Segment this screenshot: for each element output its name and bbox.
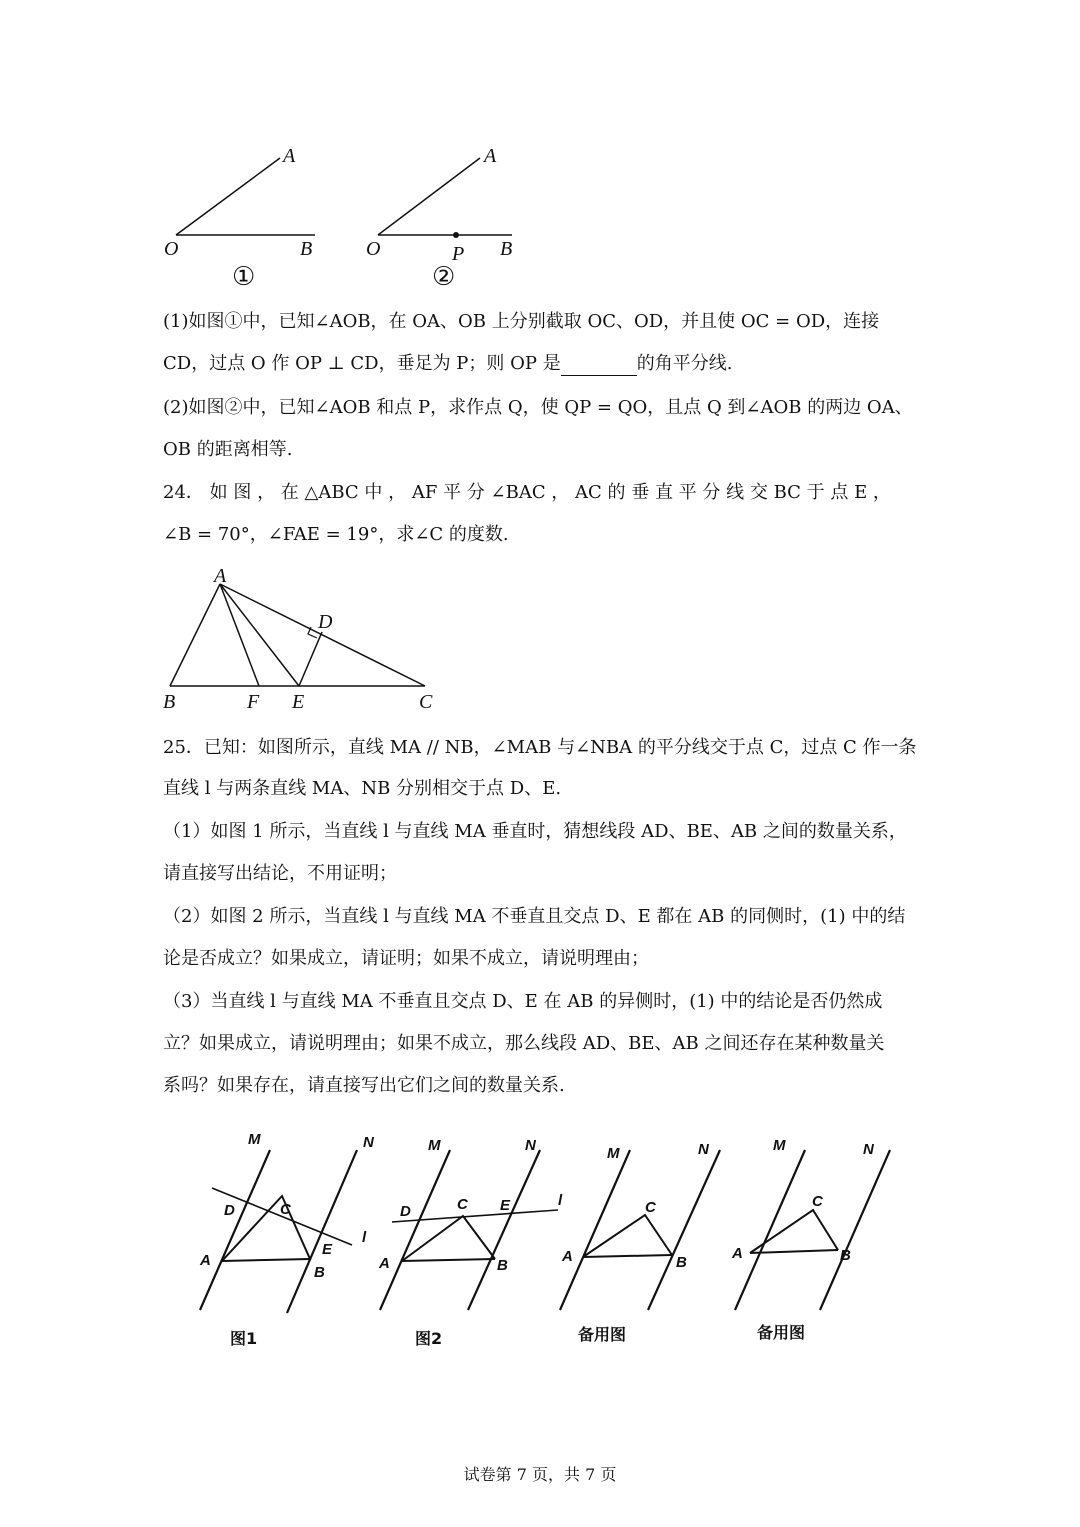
q24-line-1: 24． 如 图 ， 在 △ABC 中 ， AF 平 分 ∠BAC ， AC 的 垂 直 平 分 线 交 BC 于 点 E ，: [163, 482, 891, 503]
label-d: D: [224, 1202, 235, 1219]
q23-line-3: (2)如图②中，已知∠AOB 和点 P，求作点 Q，使 QP = QO，且点 Q 到∠AOB 的两边 OA、: [163, 397, 913, 418]
q25-line-6: 论是否成立？如果成立，请证明；如果不成立，请说明理由；: [163, 948, 649, 969]
q23-line-4: OB 的距离相等.: [163, 439, 293, 460]
figure-1: [164, 145, 315, 292]
label-b: B: [676, 1254, 687, 1271]
figure-q25-spare-1: [560, 1141, 720, 1344]
page-footer: 试卷第 7 页，共 7 页: [463, 1465, 617, 1484]
q25-line-9: 系吗？如果存在，请直接写出它们之间的数量关系.: [163, 1075, 565, 1096]
label-l: l: [558, 1192, 563, 1209]
caption-fig1: 图1: [230, 1329, 258, 1348]
label-a: A: [732, 1245, 743, 1262]
label-f: F: [247, 691, 260, 713]
point-p: [453, 232, 459, 238]
label-m: M: [607, 1145, 620, 1162]
figure-q25-1: [199, 1131, 375, 1348]
label-n: N: [863, 1141, 874, 1158]
label-d: D: [318, 611, 333, 633]
label-o: O: [164, 238, 179, 260]
label-b: B: [314, 1264, 325, 1281]
label-a: A: [484, 145, 497, 167]
q25-line-3: （1）如图 1 所示，当直线 l 与直线 MA 垂直时，猜想线段 AD、BE、AB 之间的数量关系，: [163, 821, 907, 842]
figure-2: [366, 145, 512, 292]
label-n: N: [363, 1134, 374, 1151]
label-n: N: [525, 1137, 536, 1154]
label-l: l: [362, 1229, 367, 1246]
label-n: N: [698, 1141, 709, 1158]
label-c: C: [457, 1196, 468, 1213]
label-b: B: [300, 238, 313, 260]
q25-line-7: （3）当直线 l 与直线 MA 不垂直且交点 D、E 在 AB 的异侧时，(1) 中的结论是否仍然成: [163, 991, 883, 1012]
label-m: M: [428, 1137, 441, 1154]
caption-spare-2: 备用图: [757, 1323, 806, 1342]
label-c: C: [645, 1199, 656, 1216]
q25-line-2: 直线 l 与两条直线 MA、NB 分别相交于点 D、E.: [163, 778, 562, 799]
label-e: E: [322, 1241, 333, 1258]
figure-triangle-abc: [155, 560, 455, 715]
q23-line-1: (1)如图①中，已知∠AOB，在 OA、OB 上分别截取 OC、OD，并且使 OC = OD，连接: [163, 311, 880, 332]
figures-parallel-lines: [190, 1120, 910, 1360]
label-a: A: [283, 145, 296, 167]
label-b: B: [500, 238, 513, 260]
q23-line-2a: CD，过点 O 作 OP ⊥ CD，垂足为 P；则 OP 是: [163, 353, 561, 374]
figure-q25-2: [378, 1137, 563, 1348]
label-a: A: [200, 1252, 211, 1269]
caption-1: ①: [232, 262, 256, 292]
label-m: M: [248, 1131, 261, 1148]
q25-line-5: （2）如图 2 所示，当直线 l 与直线 MA 不垂直且交点 D、E 都在 AB 的同侧时，(1) 中的结: [163, 906, 906, 927]
q24-line-2: ∠B = 70°，∠FAE = 19°，求∠C 的度数.: [163, 524, 509, 545]
label-d: D: [400, 1203, 411, 1220]
label-e: E: [500, 1197, 511, 1214]
label-b: B: [497, 1257, 508, 1274]
caption-fig2: 图2: [415, 1329, 443, 1348]
label-a: A: [379, 1255, 390, 1272]
label-b: B: [163, 691, 176, 713]
label-c: C: [419, 691, 433, 713]
q25-line-1: 25．已知：如图所示，直线 MA // NB，∠MAB 与∠NBA 的平分线交于点 C，过点 C 作一条: [163, 737, 917, 758]
answer-blank: [561, 357, 637, 376]
label-b: B: [840, 1247, 851, 1264]
q23-line-2: [163, 352, 732, 376]
caption-spare-1: 备用图: [578, 1325, 627, 1344]
label-c: C: [280, 1201, 291, 1218]
label-o: O: [366, 238, 381, 260]
label-a: A: [562, 1248, 573, 1265]
q23-line-2b: 的角平分线.: [636, 353, 733, 374]
caption-2: ②: [432, 262, 456, 292]
figure-angle-aob: [150, 140, 550, 300]
label-m: M: [773, 1137, 786, 1154]
label-p: P: [452, 243, 465, 265]
figure-q25-spare-2: [731, 1137, 890, 1342]
q25-line-8: 立？如果成立，请说明理由；如果不成立，那么线段 AD、BE、AB 之间还存在某种数量关: [163, 1033, 885, 1054]
label-c: C: [812, 1193, 823, 1210]
label-e: E: [292, 691, 305, 713]
label-a: A: [214, 565, 227, 587]
q25-line-4: 请直接写出结论，不用证明；: [163, 863, 397, 884]
